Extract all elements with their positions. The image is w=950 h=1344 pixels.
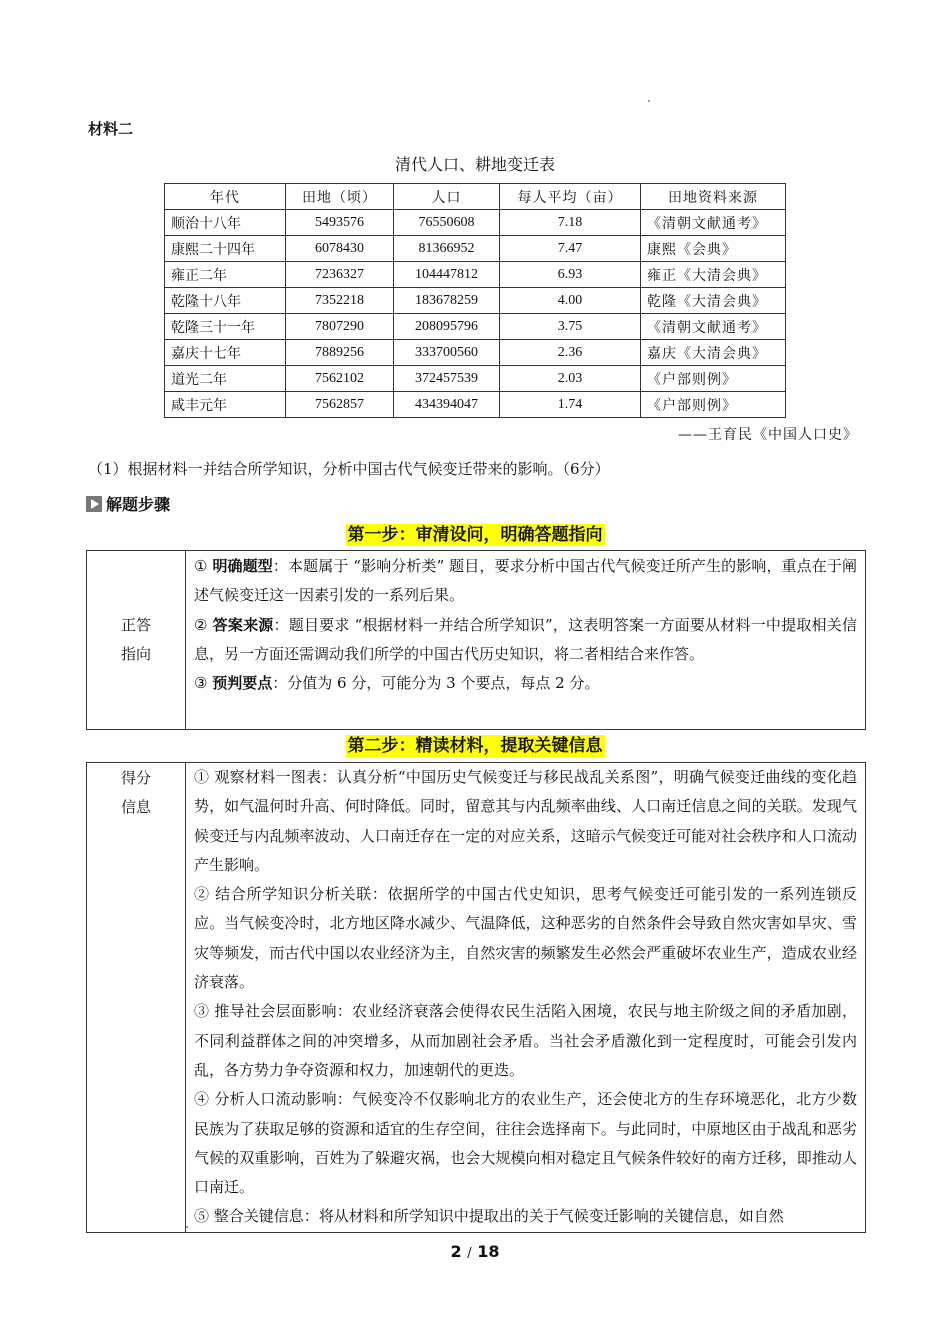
step2-box [86, 762, 866, 1233]
cell-era: 嘉庆十七年 [165, 340, 286, 366]
cell-era: 乾隆三十一年 [165, 314, 286, 340]
cell-source: 《户部则例》 [641, 392, 786, 418]
population-farmland-table [164, 183, 786, 418]
play-icon [86, 496, 102, 512]
steps-heading-text: 解题步骤 [106, 495, 171, 514]
cell-population: 183678259 [394, 288, 500, 314]
item-text: ：本题属于 “影响分析类” 题目，要求分析中国古代气候变迁所产生的影响，重点在于阐述气候变迁这一因素引发的一系列后果。 [194, 557, 857, 605]
cell-era: 雍正二年 [165, 262, 286, 288]
header-source: 田地资料来源 [641, 184, 786, 210]
cell-era: 道光二年 [165, 366, 286, 392]
step2-label [87, 763, 186, 1233]
scan-dot [648, 100, 650, 102]
item-num: ① [194, 557, 208, 575]
page-separator: / [467, 1246, 472, 1261]
step2-item: ② 结合所学知识分析关联：依据所学的中国古代史知识，思考气候变迁可能引发的一系列连锁反应。当气候变冷时，北方地区降水减少、气温降低，这种恶劣的自然条件会导致自然灾害如旱灾、雪灾等频发，而古代中国以农业经济为主，自然灾害的频繁发生必然会严重破坏农业生产，造成农业经济衰落。 [194, 885, 857, 992]
step2-item: ⑤ 整合关键信息：将从材料和所学知识中提取出的关于气候变迁影响的关键信息，如自然 [194, 1207, 784, 1226]
step1-item [194, 669, 857, 698]
item-key: 答案来源 [212, 615, 274, 634]
step1-title-text: 第一步：审清设问，明确答题指向 [347, 525, 603, 545]
step1-label-line2: 指向 [120, 645, 151, 663]
step2-label-line2: 信息 [120, 798, 151, 816]
cell-farmland: 7562102 [286, 366, 394, 392]
step1-label [87, 551, 186, 730]
cell-per-capita: 7.18 [500, 210, 641, 236]
table-row [165, 288, 786, 314]
step1-body [186, 551, 866, 730]
step1-title [0, 520, 950, 545]
cell-era: 咸丰元年 [165, 392, 286, 418]
step1-item [194, 552, 857, 611]
cell-era: 康熙二十四年 [165, 236, 286, 262]
item-text: ：题目要求 “根据材料一并结合所学知识”，这表明答案一方面要从材料一中提取相关信息，另一方面还需调动我们所学的中国古代历史知识，将二者相结合来作答。 [194, 615, 857, 663]
cell-source: 乾隆《大清会典》 [641, 288, 786, 314]
table-row [165, 314, 786, 340]
scan-dot [186, 1226, 188, 1228]
steps-heading [86, 492, 170, 515]
table-row [165, 262, 786, 288]
step2-item: ③ 推导社会层面影响：农业经济衰落会使得农民生活陷入困境，农民与地主阶级之间的矛盾加剧，不同利益群体之间的冲突增多，从而加剧社会矛盾。当社会矛盾激化到一定程度时，可能会引发内乱，各方势力争夺资源和权力，加速朝代的更迭。 [194, 1002, 857, 1079]
step1-item [194, 611, 857, 670]
cell-per-capita: 2.36 [500, 340, 641, 366]
page-total: 18 [477, 1242, 500, 1261]
cell-source: 《清朝文献通考》 [641, 210, 786, 236]
cell-population: 104447812 [394, 262, 500, 288]
cell-era: 乾隆十八年 [165, 288, 286, 314]
cell-per-capita: 3.75 [500, 314, 641, 340]
cell-farmland: 7352218 [286, 288, 394, 314]
header-farmland: 田地（顷） [286, 184, 394, 210]
cell-per-capita: 2.03 [500, 366, 641, 392]
step1-label-line1: 正答 [120, 616, 151, 634]
cell-source: 康熙《会典》 [641, 236, 786, 262]
cell-per-capita: 4.00 [500, 288, 641, 314]
cell-source: 雍正《大清会典》 [641, 262, 786, 288]
table-title: 清代人口、耕地变迁表 [394, 155, 555, 174]
item-text: ：分值为 6 分，可能分为 3 个要点，每点 2 分。 [272, 674, 600, 693]
cell-population: 81366952 [394, 236, 500, 262]
header-population: 人口 [394, 184, 500, 210]
item-num: ② [194, 615, 208, 634]
step2-label-line1: 得分 [120, 769, 151, 787]
cell-source: 《清朝文献通考》 [641, 314, 786, 340]
table-citation: ——王育民《中国人口史》 [678, 427, 858, 443]
header-per-capita: 每人平均（亩） [500, 184, 641, 210]
table-row [165, 392, 786, 418]
page-current: 2 [450, 1242, 462, 1261]
cell-farmland: 7236327 [286, 262, 394, 288]
step2-body [186, 763, 866, 1233]
cell-source: 嘉庆《大清会典》 [641, 340, 786, 366]
cell-population: 208095796 [394, 314, 500, 340]
cell-population: 76550608 [394, 210, 500, 236]
cell-source: 《户部则例》 [641, 366, 786, 392]
material-label: 材料二 [88, 120, 134, 138]
table-row [165, 340, 786, 366]
cell-era: 顺治十八年 [165, 210, 286, 236]
step2-item: ① 观察材料一图表：认真分析“中国历史气候变迁与移民战乱关系图”，明确气候变迁曲线的变化趋势，如气温何时升高、何时降低。同时，留意其与内乱频率曲线、人口南迁信息之间的关联。发现气候变迁与内乱频率波动、人口南迁存在一定的对应关系，这暗示气候变迁可能对社会秩序和人口流动产生影响。 [194, 768, 857, 874]
cell-farmland: 7807290 [286, 314, 394, 340]
cell-per-capita: 7.47 [500, 236, 641, 262]
question-text: （1）根据材料一并结合所学知识，分析中国古代气候变迁带来的影响。（6分） [88, 460, 610, 478]
cell-per-capita: 6.93 [500, 262, 641, 288]
cell-per-capita: 1.74 [500, 392, 641, 418]
table-row [165, 366, 786, 392]
cell-farmland: 7562857 [286, 392, 394, 418]
step2-item: ④ 分析人口流动影响：气候变冷不仅影响北方的农业生产，还会使北方的生存环境恶化，北方少数民族为了获取足够的资源和适宜的生存空间，往往会选择南下。与此同时，中原地区由于战乱和恶劣气候的双重影响，百姓为了躲避灾祸，也会大规模向相对稳定且气候条件较好的南方迁移，即推动人口南迁。 [194, 1090, 857, 1197]
cell-population: 434394047 [394, 392, 500, 418]
table-row [165, 210, 786, 236]
header-era: 年代 [165, 184, 286, 210]
cell-farmland: 5493576 [286, 210, 394, 236]
item-key: 预判要点 [212, 674, 273, 693]
step2-title-text: 第二步：精读材料，提取关键信息 [347, 736, 603, 756]
table-row [165, 236, 786, 262]
step1-box [86, 550, 866, 730]
item-num: ③ [194, 674, 208, 693]
step2-title [0, 731, 950, 756]
cell-farmland: 7889256 [286, 340, 394, 366]
table-header-row [165, 184, 786, 210]
cell-population: 372457539 [394, 366, 500, 392]
cell-farmland: 6078430 [286, 236, 394, 262]
item-key: 明确题型 [212, 557, 273, 575]
cell-population: 333700560 [394, 340, 500, 366]
page-number [0, 1242, 950, 1261]
